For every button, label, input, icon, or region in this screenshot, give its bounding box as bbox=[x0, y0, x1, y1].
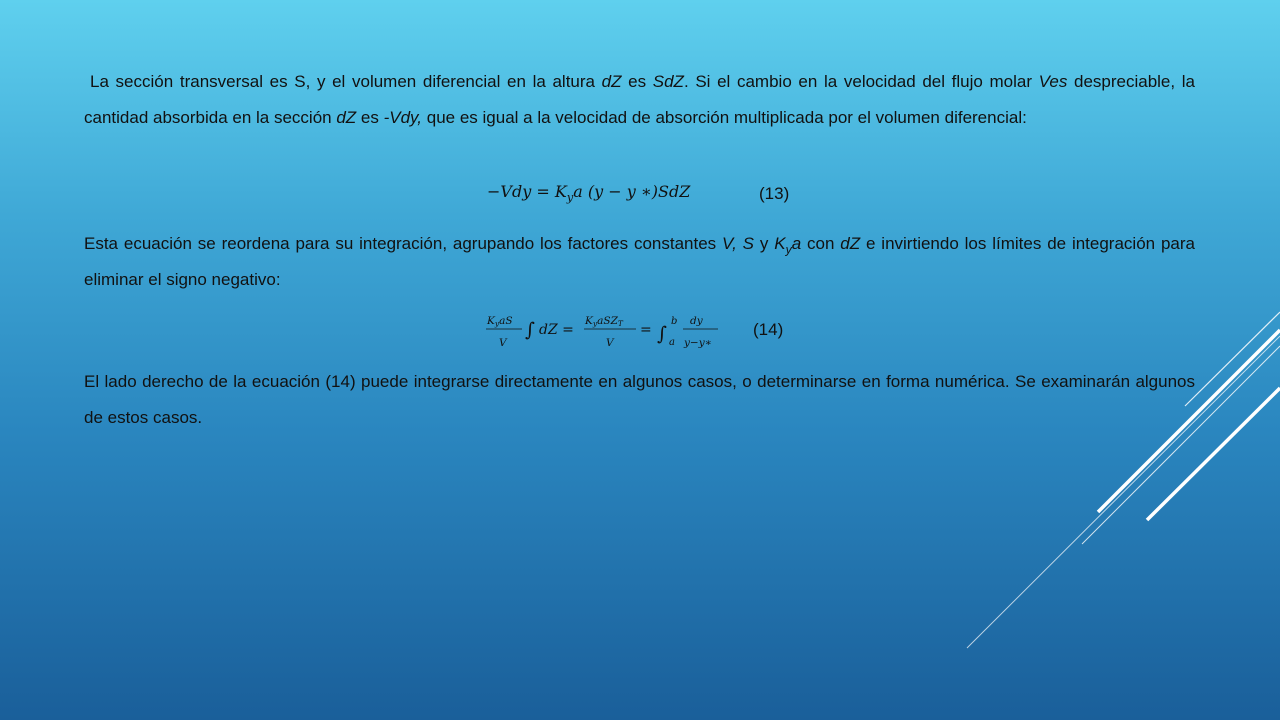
accent-line bbox=[1082, 346, 1280, 544]
equation-number-13: (13) bbox=[759, 184, 790, 203]
text: que es igual a la velocidad de absorción multiplicada por el volumen diferencial: bbox=[422, 108, 1027, 127]
text-italic: K bbox=[774, 234, 786, 253]
text-italic: Ves bbox=[1038, 72, 1068, 91]
integral-lower-limit: a bbox=[669, 337, 675, 348]
subscript: y bbox=[785, 242, 792, 257]
accent-line bbox=[1185, 312, 1280, 406]
text: es bbox=[356, 108, 384, 127]
frac1-numerator-sub: y bbox=[494, 319, 500, 328]
text-italic: dZ bbox=[601, 72, 622, 91]
text: . Si el cambio en la velocidad del flujo molar bbox=[683, 72, 1039, 91]
text: La sección transversal es S, y el volumen diferencial en la altura bbox=[90, 72, 602, 91]
frac1-numerator-rest: aS bbox=[499, 315, 513, 327]
accent-line bbox=[1098, 330, 1280, 512]
frac2-numerator-rest: aSZ bbox=[597, 315, 618, 327]
frac2-numerator-sub: y bbox=[592, 319, 598, 328]
equation-part: a (y − y ∗)SdZ bbox=[573, 182, 691, 201]
frac1-denominator: V bbox=[499, 337, 507, 349]
text-italic: dZ bbox=[336, 108, 357, 127]
text: e invirtiendo los límites de integración para eliminar el signo negativo: bbox=[84, 234, 1195, 289]
integral-sign: ∫ bbox=[657, 323, 667, 345]
equation-part: −Vdy = K bbox=[487, 182, 567, 201]
frac1-numerator: K bbox=[487, 315, 495, 327]
frac2-numerator: K bbox=[585, 315, 593, 327]
text: Esta ecuación se reordena para su integración, agrupando los factores constantes bbox=[84, 234, 723, 253]
paragraph-conclusion: El lado derecho de la ecuación (14) puede integrarse directamente en algunos casos, o determinarse en forma numérica. Se examinarán algunos de estos casos. bbox=[84, 372, 1195, 427]
frac2-denominator: V bbox=[606, 337, 614, 349]
accent-line bbox=[1147, 388, 1280, 520]
integral-upper-limit: b bbox=[671, 316, 678, 327]
frac2-numerator-sub2: T bbox=[617, 319, 623, 328]
equation-subscript: y bbox=[566, 190, 574, 205]
equation-number-14: (14) bbox=[753, 320, 784, 339]
frac3-numerator: dy bbox=[690, 315, 703, 327]
text: y bbox=[754, 234, 775, 253]
text-italic: -Vdy, bbox=[383, 108, 423, 127]
text: es bbox=[621, 72, 653, 91]
text-italic: SdZ bbox=[652, 72, 684, 91]
equation-middle: dZ = bbox=[539, 322, 574, 338]
accent-line bbox=[967, 336, 1280, 648]
text-italic: dZ bbox=[840, 234, 861, 253]
text-italic: V, S bbox=[722, 234, 755, 253]
frac3-denominator: y−y∗ bbox=[684, 337, 712, 349]
text-italic: a bbox=[791, 234, 802, 253]
text: con bbox=[801, 234, 841, 253]
equals-sign: = bbox=[640, 322, 652, 338]
integral-sign: ∫ bbox=[525, 319, 535, 341]
text: despreciable, la cantidad absorbida en la sección bbox=[84, 72, 1195, 127]
